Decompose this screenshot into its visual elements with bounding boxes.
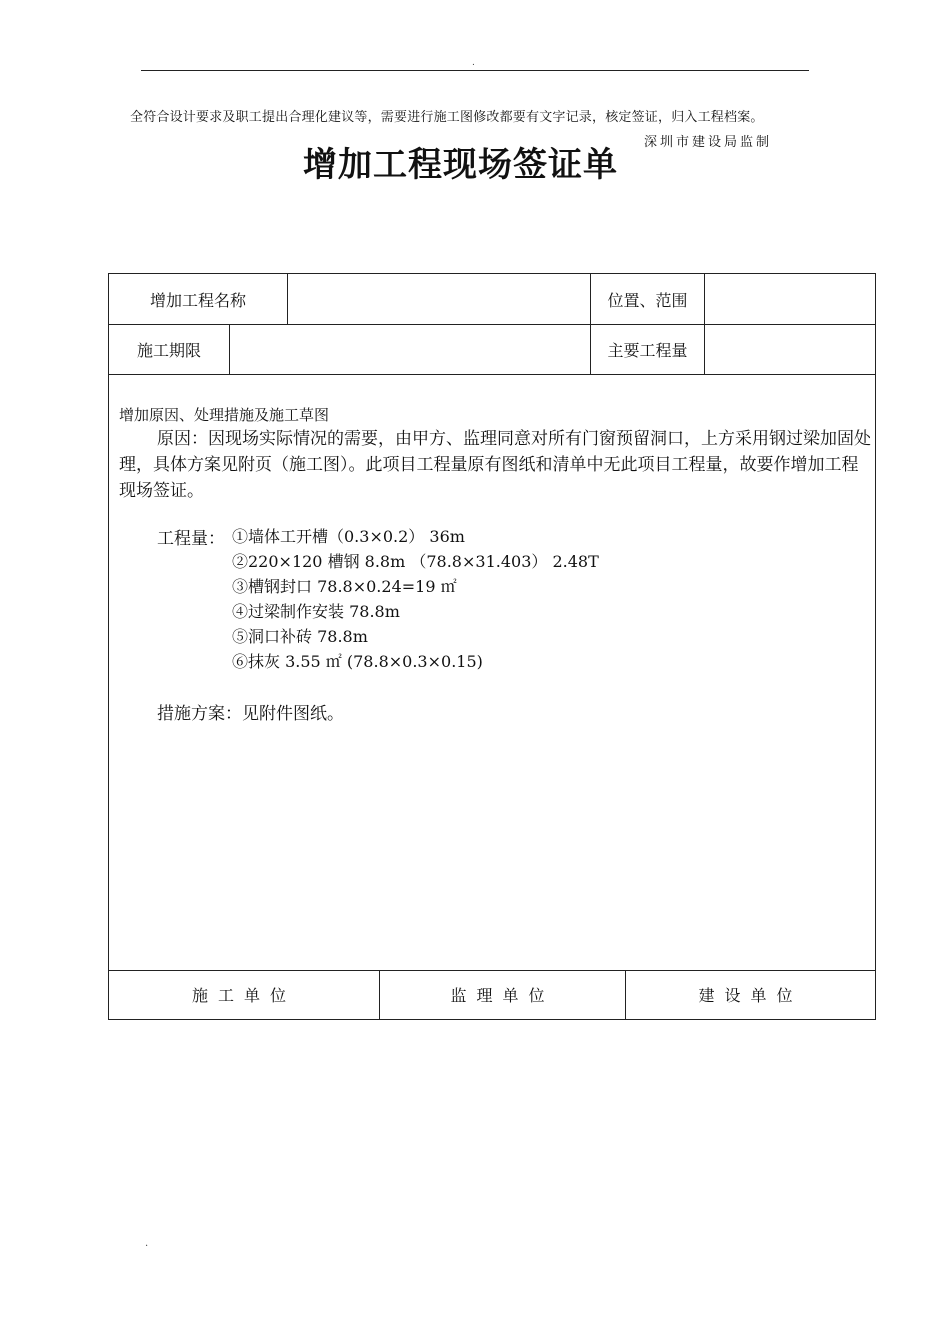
project-name-label: 增加工程名称 (149, 290, 246, 310)
quantity-item: ⑥抹灰 3.55 ㎡ (78.8×0.3×0.15) (232, 652, 483, 671)
header-rule (141, 70, 809, 71)
quantity-item: ①墙体工开槽（0.3×0.2） 36m (232, 527, 465, 546)
intro-text: 全符合设计要求及职工提出合理化建议等，需要进行施工图修改都要有文字记录，核定签证，归入工程档案。 (130, 110, 764, 125)
form-row-project (109, 274, 875, 325)
period-label: 施工期限 (136, 340, 201, 360)
location-label: 位置、范围 (590, 274, 704, 324)
supervision-unit-cell: 监理单位 (379, 970, 625, 1019)
project-name-field[interactable] (287, 274, 590, 324)
quantity-item: ③槽钢封口 78.8×0.24=19 ㎡ (232, 577, 457, 596)
content-cell (109, 374, 875, 971)
visa-form-table (108, 273, 876, 1020)
period-field[interactable] (229, 324, 590, 374)
page-title: 增加工程现场签证单 (303, 145, 618, 185)
location-field[interactable] (704, 274, 875, 324)
quantity-heading: 工程量： (157, 529, 225, 549)
reason-paragraph: 原因：因现场实际情况的需要，由甲方、监理同意对所有门窗预留洞口，上方采用钢过梁加固处理，具体方案见附页（施工图）。此项目工程量原有图纸和清单中无此项目工程量，故要作增加工程现场签证。 (119, 429, 871, 501)
quantity-item: ②220×120 槽钢 8.8m （78.8×31.403） 2.48T (232, 552, 599, 571)
issuer-text: 深圳市建设局监制 (644, 135, 773, 150)
main-quantity-label: 主要工程量 (590, 324, 704, 374)
header-dot: . (472, 58, 475, 68)
form-row-period (109, 324, 875, 375)
construction-unit-cell: 施工单位 (191, 986, 296, 1005)
plan-text: 措施方案：见附件图纸。 (157, 704, 344, 724)
quantity-item: ⑤洞口补砖 78.8m (232, 627, 368, 646)
section-heading: 增加原因、处理措施及施工草图 (119, 406, 330, 424)
footer-dot: . (145, 1238, 149, 1249)
main-quantity-field[interactable] (704, 324, 875, 374)
signature-row (109, 970, 875, 1019)
owner-unit-cell: 建设单位 (625, 970, 875, 1019)
quantity-item: ④过梁制作安装 78.8m (232, 602, 400, 621)
